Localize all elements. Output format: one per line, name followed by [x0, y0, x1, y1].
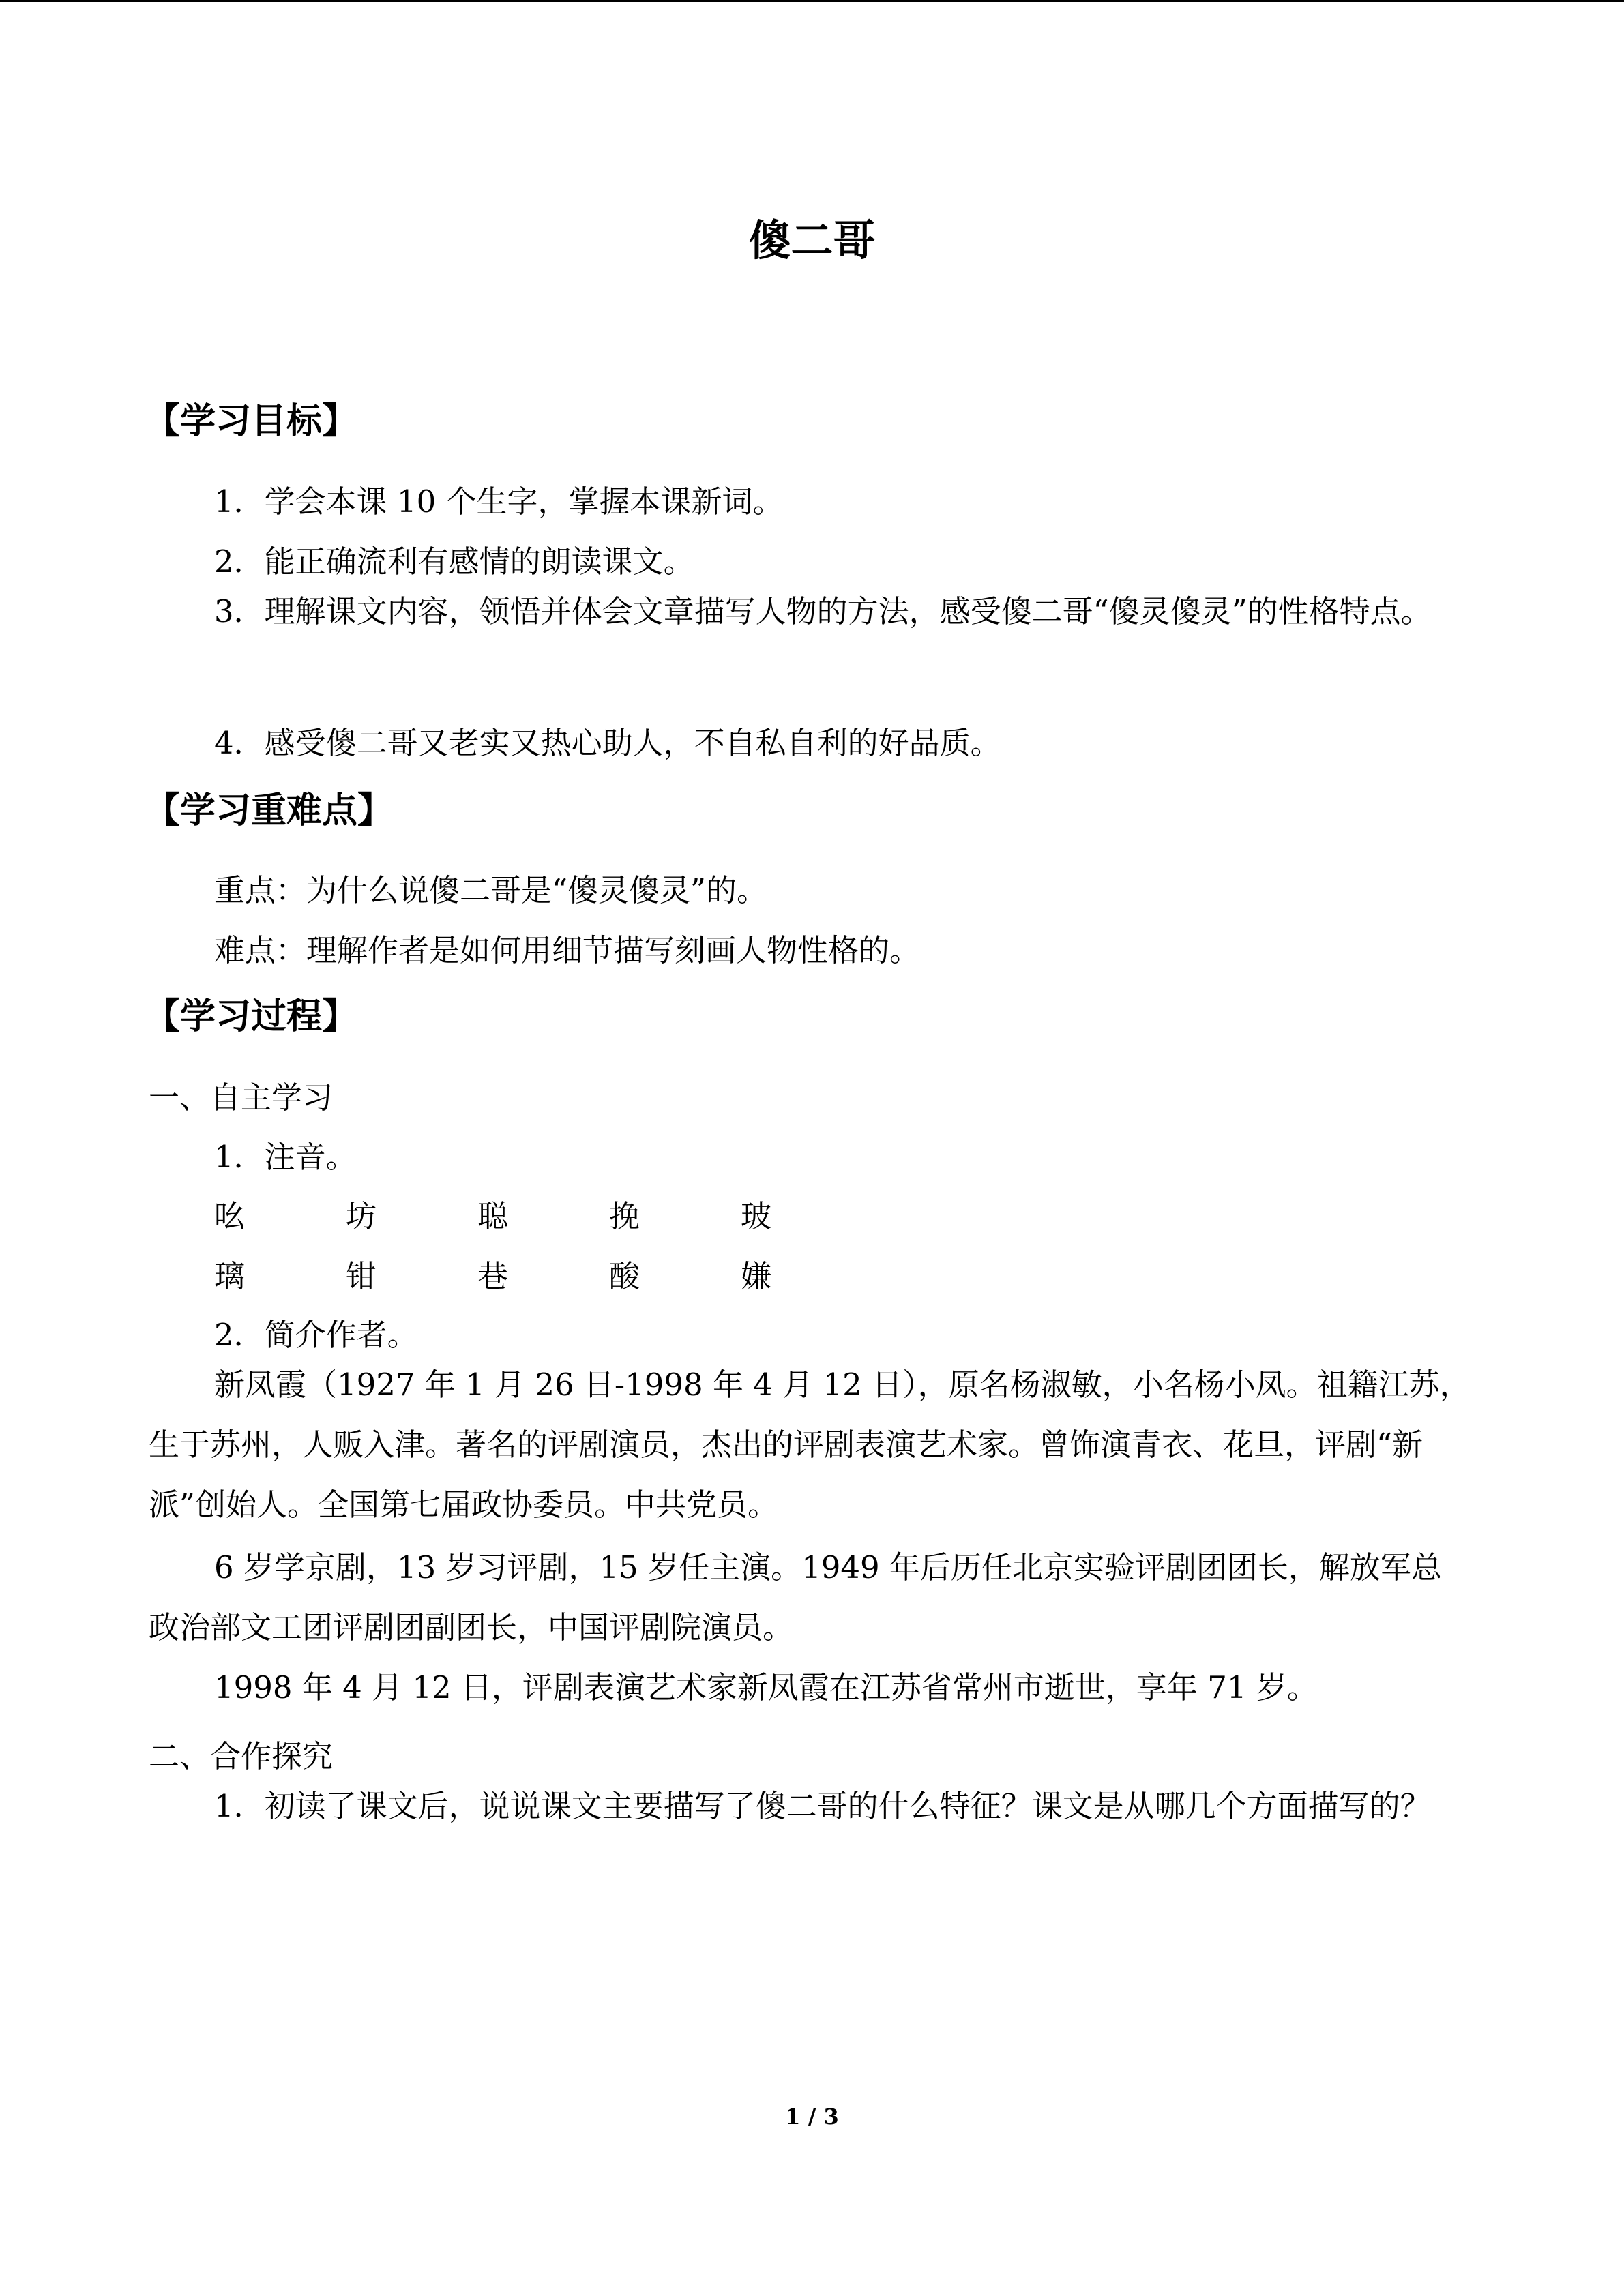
- char-item: 坊: [346, 1198, 377, 1234]
- part1-title: 一、自主学习: [149, 1079, 334, 1116]
- page-title: 傻二哥: [748, 215, 876, 265]
- author-bio-paragraph-1: 新凤霞（1927 年 1 月 26 日-1998 年 4 月 12 日），原名杨淑敏，小名杨小凤。祖籍江苏，生于苏州，人贩入津。著名的评剧演员，杰出的评剧表演艺术家。曾饰演青衣、花旦，评剧“新派”创始人。全国第七届政协委员。中共党员。: [149, 1367, 1471, 1523]
- char-item: 挽: [609, 1198, 640, 1234]
- char-item: 酸: [609, 1258, 640, 1294]
- goal-item-4: 4．感受傻二哥又老实又热心助人，不自私自利的好品质。: [214, 725, 1001, 761]
- pinyin-chars-row-1: [214, 1191, 872, 1236]
- heading-learning-process: 【学习过程】: [145, 996, 358, 1037]
- author-bio-paragraph-3: 1998 年 4 月 12 日，评剧表演艺术家新凤霞在江苏省常州市逝世，享年 71 岁。: [214, 1669, 1318, 1705]
- goal-item-3: 3．理解课文内容，领悟并体会文章描写人物的方法，感受傻二哥“傻灵傻灵”的性格特点。: [214, 593, 1432, 629]
- char-item: 吆: [214, 1198, 246, 1234]
- part1-question-1: 1．注音。: [214, 1139, 357, 1175]
- difficult-point: 难点：理解作者是如何用细节描写刻画人物性格的。: [214, 932, 921, 968]
- page-number: 1 / 3: [785, 2104, 839, 2130]
- char-item: 嫌: [741, 1258, 772, 1294]
- part2-question-1: 1．初读了课文后，说说课文主要描写了傻二哥的什么特征？课文是从哪几个方面描写的？: [214, 1788, 1431, 1824]
- char-item: 玻: [741, 1198, 772, 1234]
- part1-question-2: 2．简介作者。: [214, 1317, 418, 1353]
- goal-item-1: 1．学会本课 10 个生字，掌握本课新词。: [214, 483, 784, 520]
- heading-key-points: 【学习重难点】: [145, 790, 394, 831]
- part2-title: 二、合作探究: [149, 1738, 334, 1774]
- key-point: 重点：为什么说傻二哥是“傻灵傻灵”的。: [214, 872, 768, 908]
- heading-learning-goals: 【学习目标】: [145, 400, 358, 442]
- char-item: 聪: [477, 1198, 509, 1234]
- char-item: 璃: [214, 1258, 246, 1294]
- goal-item-2: 2．能正确流利有感情的朗读课文。: [214, 543, 694, 580]
- char-item: 钳: [346, 1258, 377, 1294]
- char-item: 巷: [477, 1258, 509, 1294]
- pinyin-chars-row-2: [214, 1251, 872, 1296]
- author-bio-paragraph-2: 6 岁学京剧，13 岁习评剧，15 岁任主演。1949 年后历任北京实验评剧团团长，解放军总政治部文工团评剧团副团长，中国评剧院演员。: [149, 1549, 1442, 1645]
